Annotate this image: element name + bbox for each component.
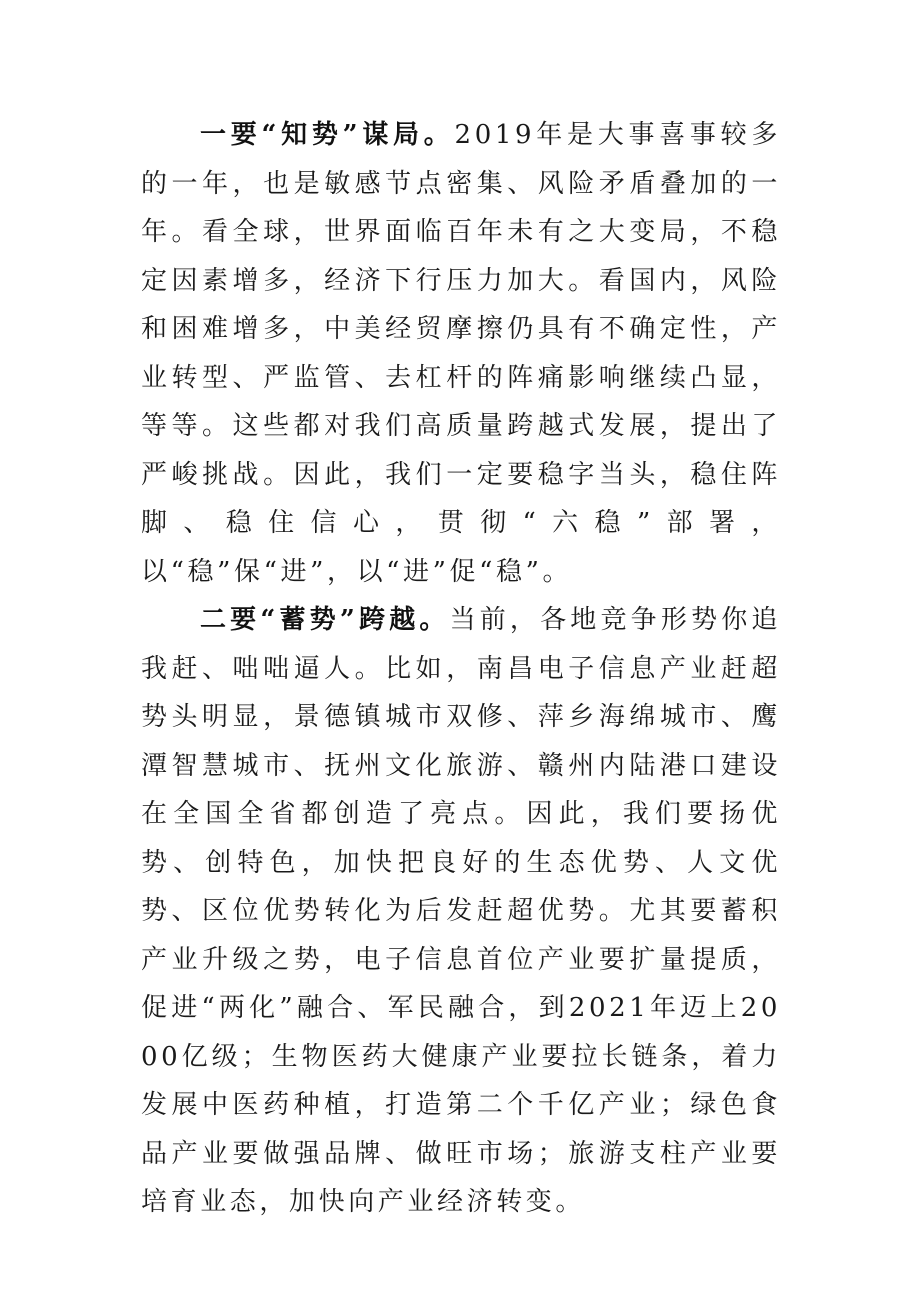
paragraph-lead: 二要“蓄势”跨越。 bbox=[200, 605, 450, 635]
paragraph-zhishi bbox=[141, 111, 781, 596]
document-body bbox=[141, 111, 781, 1227]
paragraph-text: 当前，各地竞争形势你追我赶、咄咄逼人。比如，南昌电子信息产业赶超势头明显，景德镇城市双修、萍乡海绵城市、鹰潭智慧城市、抚州文化旅游、赣州内陆港口建设在全国全省都创造了亮点。因此，我们要扬优势、创特色，加快把良好的生态优势、人文优势、区位优势转化为后发赶超优势。尤其要蓄积产业升级之势，电子信息首位产业要扩量提质，促进“两化”融合、军民融合，到2021年迈上2000亿级；生物医药大健康产业要拉长链条，着力发展中医药种植，打造第二个千亿产业；绿色食品产业要做强品牌、做旺市场；旅游支柱产业要培育业态，加快向产业经济转变。 bbox=[141, 605, 781, 1217]
paragraph-lead: 一要“知势”谋局。 bbox=[200, 120, 455, 150]
paragraph-text: 2019年是大事喜事较多的一年，也是敏感节点密集、风险矛盾叠加的一年。看全球，世界面临百年未有之大变局，不稳定因素增多，经济下行压力加大。看国内，风险和困难增多，中美经贸摩擦仍具有不确定性，产业转型、严监管、去杠杆的阵痛影响继续凸显，等等。这些都对我们高质量跨越式发展，提出了严峻挑战。因此，我们一定要稳字当头，稳住阵脚、稳住信心，贯彻“六稳”部署，以“稳”保“进”，以“进”促“稳”。 bbox=[141, 120, 782, 587]
paragraph-xushi bbox=[141, 596, 781, 1227]
